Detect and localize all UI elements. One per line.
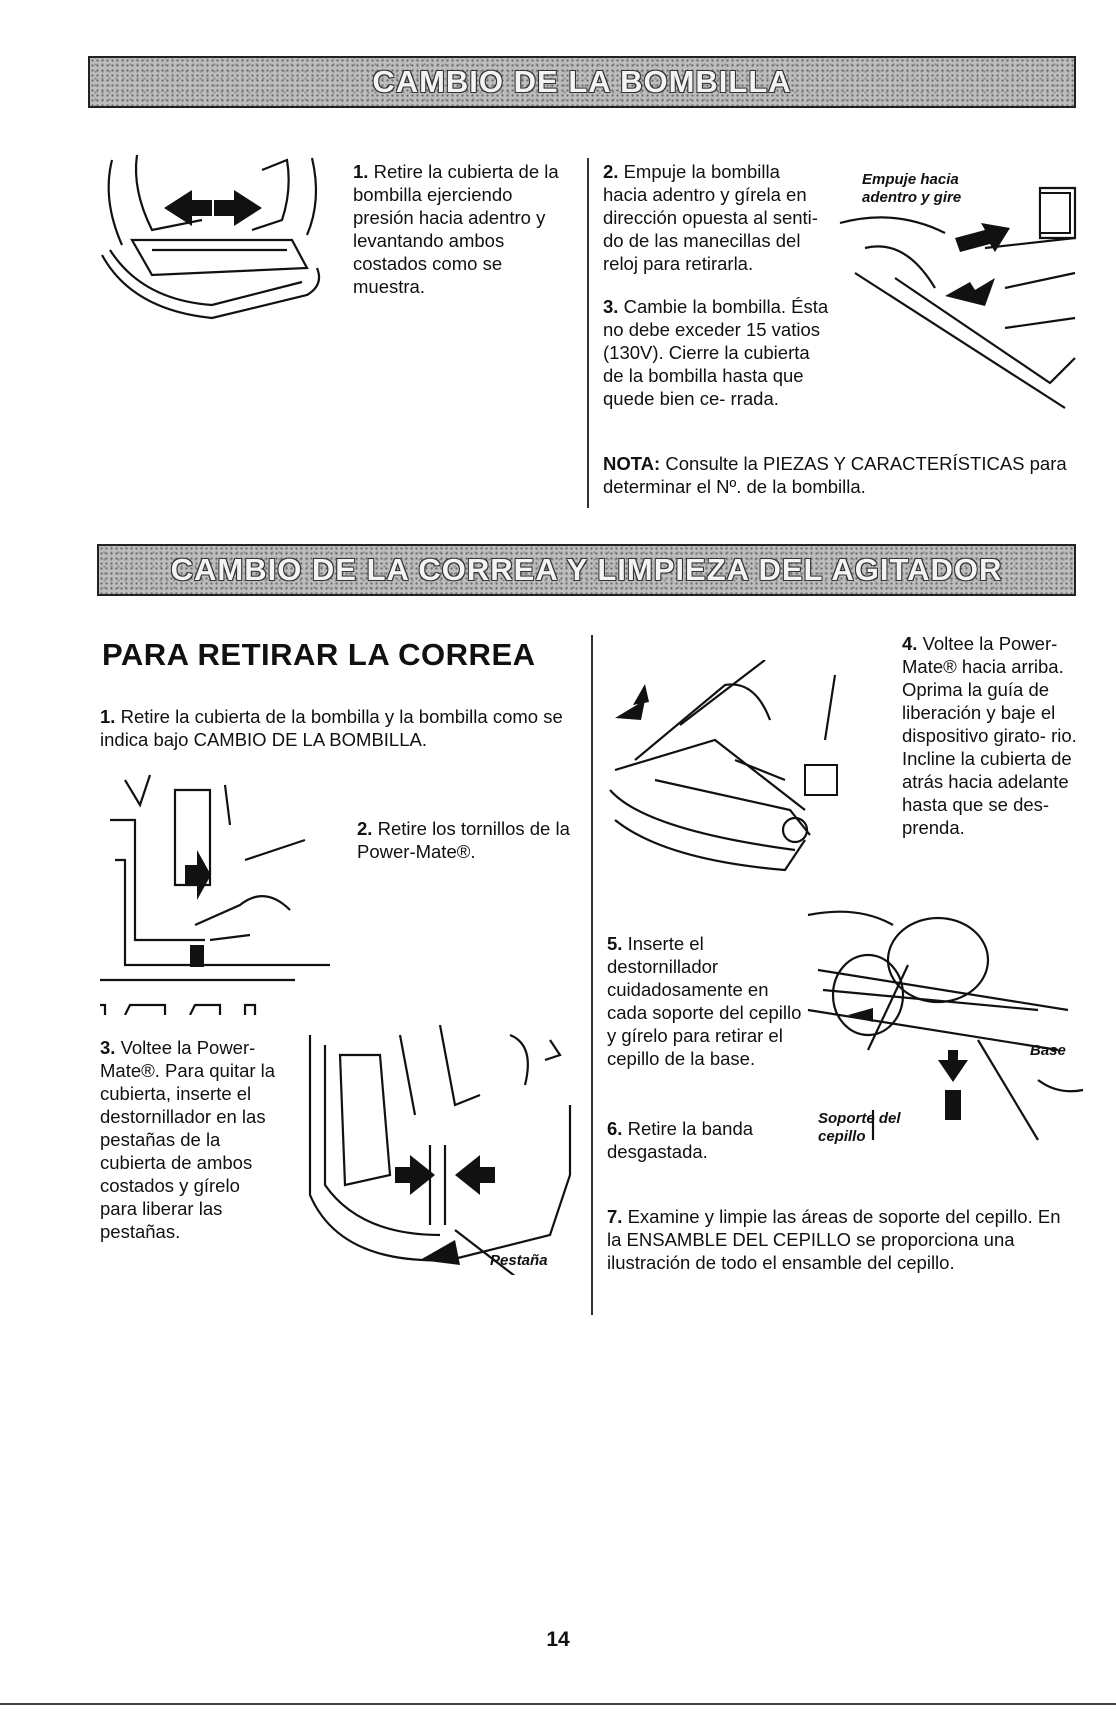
bulb-step-3-text: Cambie la bombilla. Ésta no debe exceder 15 vatios (130V). Cierre la cubierta de la bombilla hasta que quede bien ce- rrada. (603, 296, 829, 409)
belt-step-3 (100, 1036, 280, 1243)
banner-title-belt: CAMBIO DE LA CORREA Y LIMPIEZA DEL AGITADOR (170, 552, 1003, 587)
figure-label-tab: Pestaña (490, 1252, 548, 1269)
figure-label-push-turn: Empuje hacia adentro y gire (862, 171, 962, 206)
bulb-note (603, 452, 1073, 498)
bulb-step-3 (603, 295, 833, 410)
bulb-step-2-number: 2. (603, 161, 619, 182)
belt-step-1-number: 1. (100, 706, 116, 727)
figure-turn-bulb (835, 178, 1080, 418)
page-bottom-rule (0, 1703, 1116, 1705)
bulb-step-3-number: 3. (603, 296, 619, 317)
bulb-step-2-text: Empuje la bombilla hacia adentro y gírela en dirección opuesta al senti- do de las manecillas del reloj para retirarla. (603, 161, 818, 274)
figure-remove-screws (95, 765, 340, 1015)
belt-step-6 (607, 1117, 787, 1163)
belt-step-4-text: Voltee la Power-Mate® hacia arriba. Oprima la guía de liberación y baje el dispositivo girato- rio. Incline la cubierta de atrás hacia adelante hasta que se des- prenda. (902, 633, 1077, 838)
belt-step-2-text: Retire los tornillos de la Power-Mate®. (357, 818, 570, 862)
bulb-step-1 (353, 160, 575, 298)
belt-step-5-text: Inserte el destornillador cuidadosamente en cada soporte del cepillo y gírelo para retirar el cepillo de la base. (607, 933, 802, 1069)
belt-step-1 (100, 705, 580, 751)
section-banner-bulb (88, 56, 1076, 108)
column-divider-2 (591, 635, 593, 1315)
belt-step-7-text: Examine y limpie las áreas de soporte del cepillo. En la ENSAMBLE DEL CEPILLO se proporciona una ilustración de todo el ensamble del cepillo. (607, 1206, 1061, 1273)
belt-step-7 (607, 1205, 1077, 1274)
belt-step-4-number: 4. (902, 633, 918, 654)
bulb-note-text: Consulte la PIEZAS Y CARACTERÍSTICAS para determinar el Nº. de la bombilla. (603, 453, 1067, 497)
figure-label-brush-support: Soporte del cepillo (818, 1110, 901, 1145)
belt-step-2-number: 2. (357, 818, 373, 839)
banner-title-bulb: CAMBIO DE LA BOMBILLA (372, 64, 792, 99)
figure-remove-bulb-cover (92, 150, 332, 325)
belt-step-7-number: 7. (607, 1206, 623, 1227)
belt-step-2 (357, 817, 582, 863)
belt-step-3-text: Voltee la Power-Mate®. Para quitar la cubierta, inserte el destornillador en las pestañas de la cubierta de ambos costados y gírelo para liberar las pestañas. (100, 1037, 276, 1242)
section-banner-belt (97, 544, 1076, 596)
bulb-step-2 (603, 160, 829, 275)
bulb-step-1-text: Retire la cubierta de la bombilla ejerciendo presión hacia adentro y levantando ambos costados como se muestra. (353, 161, 559, 297)
belt-step-1-text: Retire la cubierta de la bombilla y la bombilla como se indica bajo CAMBIO DE LA BOMBILLA. (100, 706, 563, 750)
figure-release-tabs (280, 1025, 580, 1275)
belt-step-4 (902, 632, 1082, 839)
column-divider-1 (587, 158, 589, 508)
bulb-step-1-number: 1. (353, 161, 369, 182)
page-number: 14 (546, 1628, 570, 1651)
bulb-note-label: NOTA: (603, 453, 661, 474)
belt-step-5-number: 5. (607, 933, 623, 954)
belt-step-6-number: 6. (607, 1118, 623, 1139)
figure-label-base: Base (1030, 1042, 1066, 1059)
heading-remove-belt: PARA RETIRAR LA CORREA (102, 637, 536, 672)
figure-tilt-cover (605, 660, 895, 880)
belt-step-3-number: 3. (100, 1037, 116, 1058)
belt-step-5 (607, 932, 807, 1070)
belt-step-6-text: Retire la banda desgastada. (607, 1118, 754, 1162)
